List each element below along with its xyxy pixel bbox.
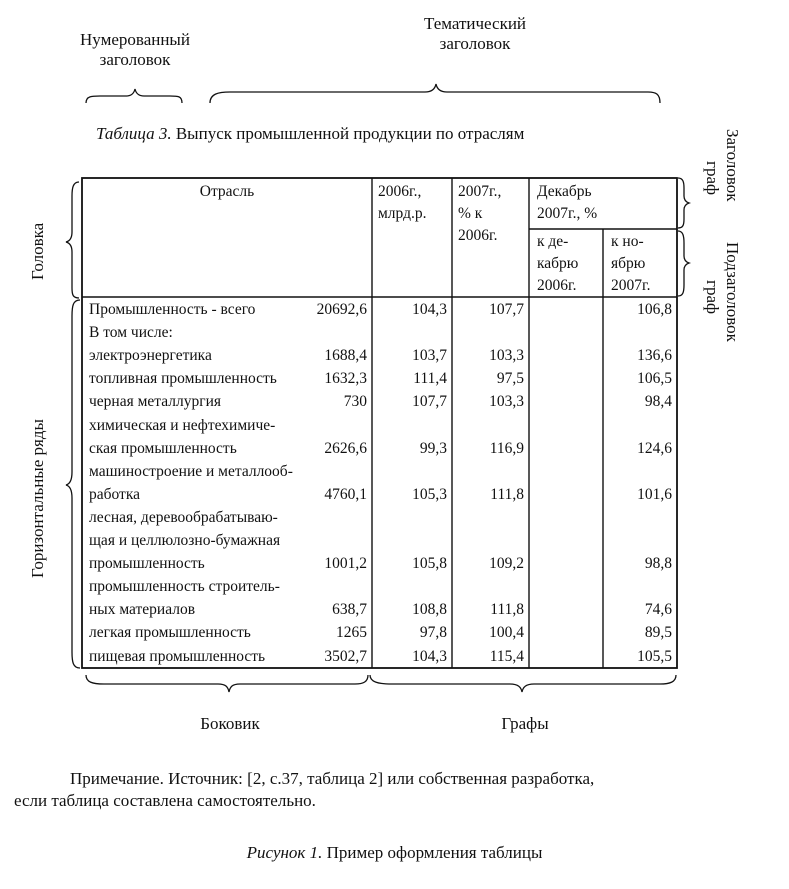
row-name: Промышленность - всего: [89, 301, 256, 318]
row-value-v4: 98,8: [644, 555, 672, 573]
table-caption-text: Выпуск промышленной продукции по отраслям: [171, 124, 525, 143]
row-value-v2: 97,8: [419, 624, 447, 642]
row-value-v1: 1265: [336, 624, 367, 642]
row-value-v2: 108,8: [412, 601, 447, 619]
row-value-v2: 105,8: [412, 555, 447, 573]
thematic-heading-label: Тематический заголовок: [423, 14, 527, 53]
row-value-v4: 74,6: [644, 601, 672, 619]
row-value-v3: 115,4: [489, 647, 524, 665]
figure-caption: [0, 843, 789, 863]
column-heading-label-wrap: Заголовок граф: [703, 129, 742, 202]
row-name: химическая и нефтехимиче-: [89, 416, 276, 434]
row-value-v1: 2626,6: [324, 439, 367, 457]
row-value-v1: 4760,1: [324, 485, 367, 503]
figure-caption-label: Рисунок 1.: [246, 843, 323, 862]
row-value-v2: 104,3: [412, 301, 447, 318]
row-value-v1: 730: [343, 393, 367, 411]
row-name: электроэнергетика: [89, 347, 212, 365]
row-value-v4: 136,6: [637, 347, 672, 365]
row-name: черная металлургия: [89, 393, 222, 411]
row-name: работка: [89, 485, 141, 503]
row-name: топливная промышленность: [89, 370, 277, 388]
figure-caption-text: Пример оформления таблицы: [322, 843, 543, 862]
row-value-v3: 116,9: [489, 439, 524, 457]
note-line-1: Примечание. Источник: [2, с.37, таблица 2] или собственная разработка,: [70, 769, 595, 788]
row-name: В том числе:: [89, 324, 173, 342]
row-value-v3: 111,8: [490, 601, 524, 619]
row-value-v3: 111,8: [490, 485, 524, 503]
horizontal-rows-label: Горизонтальные ряды: [28, 419, 47, 578]
stub-label: Боковик: [200, 714, 260, 733]
row-value-v4: 101,6: [637, 485, 672, 503]
head-label: Головка: [28, 222, 47, 280]
row-name: пищевая промышленность: [89, 647, 266, 665]
row-value-v3: 103,3: [489, 347, 524, 365]
row-name: промышленность: [89, 555, 205, 573]
row-value-v3: 103,3: [489, 393, 524, 411]
row-value-v1: 638,7: [332, 601, 367, 619]
row-value-v1: 3502,7: [324, 647, 367, 665]
row-value-v4: 124,6: [637, 439, 672, 457]
row-value-v2: 107,7: [412, 393, 447, 411]
row-name: ская промышленность: [89, 439, 237, 457]
row-name: промышленность строитель-: [89, 578, 280, 596]
row-value-v3: 97,5: [496, 370, 524, 388]
row-value-v4: 106,5: [637, 370, 672, 388]
header-dec-vs-nov: к но- ябрю 2007г.: [611, 233, 651, 294]
row-value-v2: 111,4: [413, 370, 447, 388]
row-value-v2: 104,3: [412, 647, 447, 665]
header-2007: 2007г., % к 2006г.: [458, 183, 502, 244]
table-caption-label: Таблица 3.: [96, 124, 172, 143]
row-name: легкая промышленность: [89, 624, 251, 642]
row-value-v4: 89,5: [644, 624, 672, 642]
row-value-v1: 1001,2: [324, 555, 367, 573]
column-subheading-label-wrap: Подзаголовок граф: [703, 242, 742, 342]
table-note: [14, 768, 784, 812]
row-name: щая и целлюлозно-бумажная: [89, 532, 281, 549]
row-value-v2: 103,7: [412, 347, 447, 365]
row-value-v3: 107,7: [489, 301, 524, 318]
row-value-v4: 98,4: [644, 393, 672, 411]
header-december: Декабрь 2007г., %: [537, 183, 598, 222]
row-value-v3: 100,4: [489, 624, 524, 642]
row-name: лесная, деревообрабатываю-: [89, 508, 278, 526]
row-value-v2: 99,3: [419, 439, 447, 457]
row-value-v4: 106,8: [637, 301, 672, 318]
note-line-2: если таблица составлена самостоятельно.: [14, 791, 316, 810]
row-value-v1: 1632,3: [324, 370, 367, 388]
header-2006: 2006г., млрд.р.: [378, 183, 427, 222]
table-caption: [96, 124, 524, 144]
row-value-v1: 1688,4: [324, 347, 367, 365]
row-value-v4: 105,5: [637, 647, 672, 665]
columns-label: Графы: [501, 714, 549, 733]
row-name: ных материалов: [89, 601, 196, 619]
header-dec-vs-dec: к де- кабрю 2006г.: [537, 233, 579, 294]
row-name: машиностроение и металлооб-: [89, 462, 293, 480]
row-value-v1: 20692,6: [316, 301, 367, 318]
header-industry: Отрасль: [199, 183, 255, 200]
numbered-heading-label: Нумерованный заголовок: [80, 30, 190, 69]
row-value-v2: 105,3: [412, 485, 447, 503]
row-value-v3: 109,2: [489, 555, 524, 573]
